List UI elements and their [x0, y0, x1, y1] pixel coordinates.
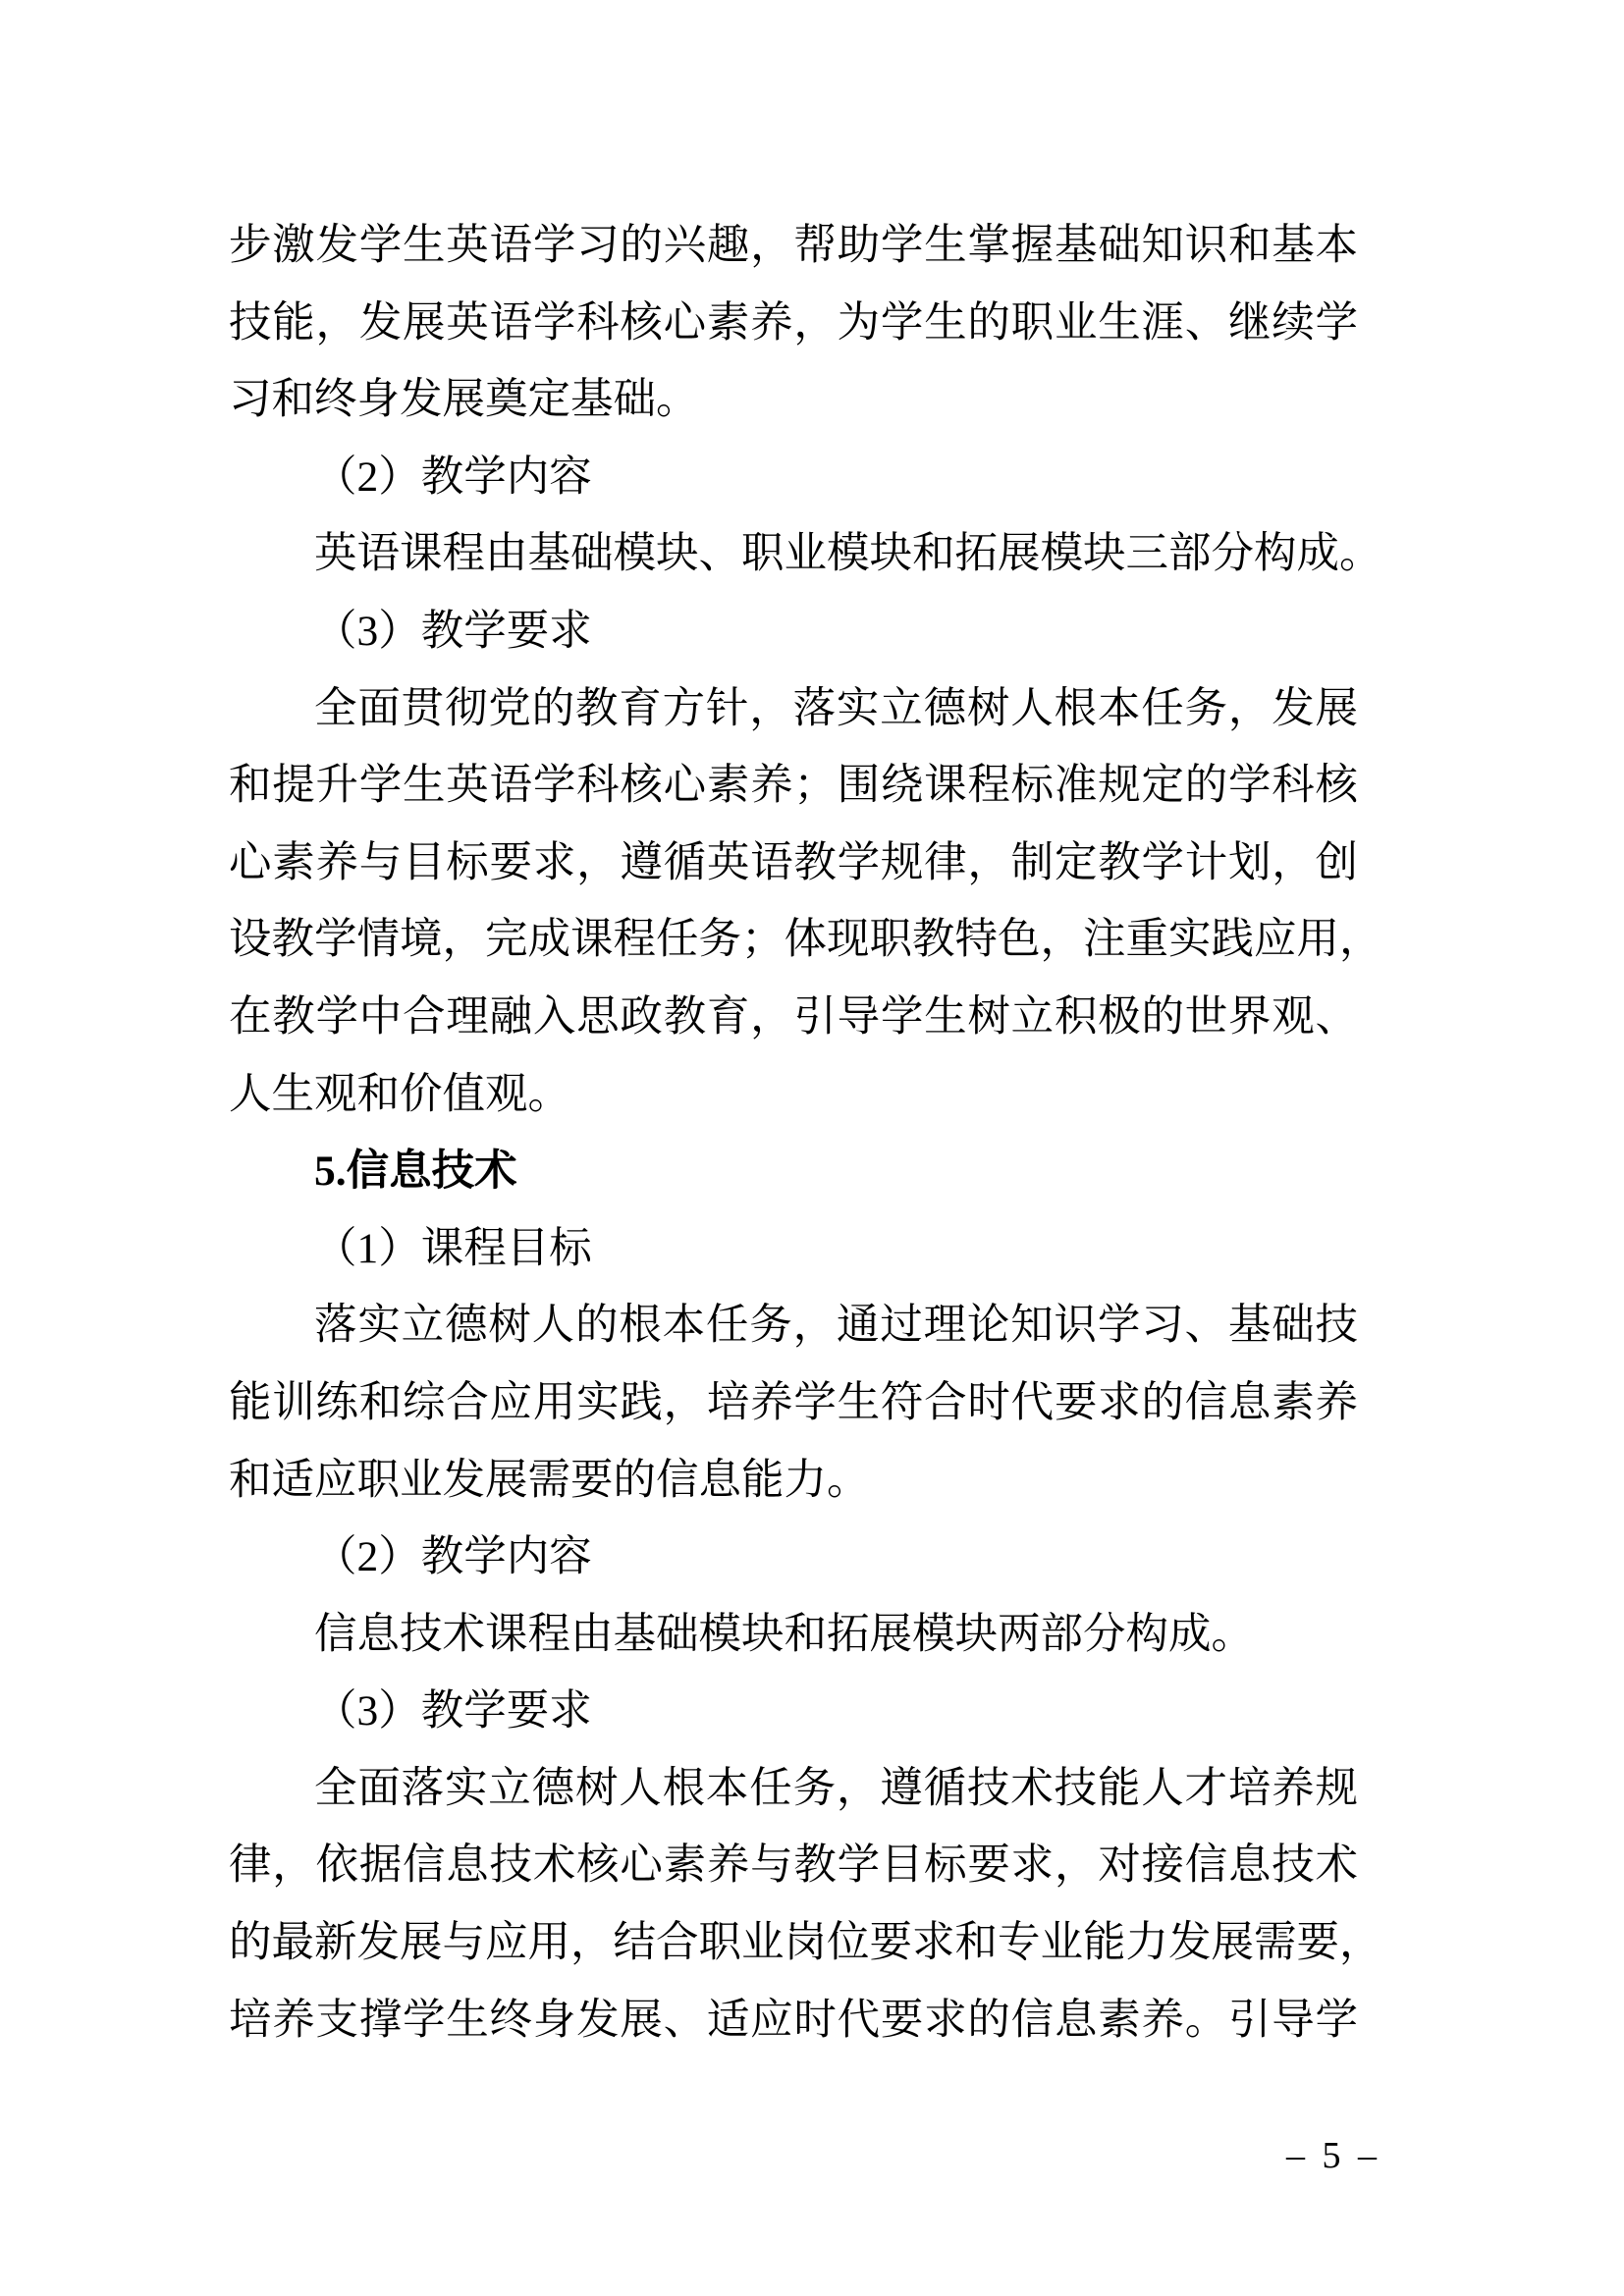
text-line: 设教学情境，完成课程任务；体现职教特色，注重实践应用， [229, 916, 1382, 964]
text-line: （3）教学要求 [314, 1687, 592, 1735]
text-line: （2）教学内容 [314, 1533, 592, 1581]
text-line: 人生观和价值观。 [229, 1070, 570, 1118]
text-line: 全面贯彻党的教育方针，落实立德树人根本任务，发展 [314, 684, 1358, 732]
text-line: 技能，发展英语学科核心素养，为学生的职业生涯、继续学 [229, 298, 1358, 347]
document-body [229, 207, 1382, 2058]
text-line: 落实立德树人的根本任务，通过理论知识学习、基础技 [314, 1302, 1358, 1350]
text-line: 能训练和综合应用实践，培养学生符合时代要求的信息素养 [229, 1378, 1358, 1426]
text-line: （1）课程目标 [314, 1224, 592, 1272]
text-line: 的最新发展与应用，结合职业岗位要求和专业能力发展需要， [229, 1919, 1382, 1967]
text-line: 步激发学生英语学习的兴趣，帮助学生掌握基础知识和基本 [229, 222, 1358, 269]
text-line: 培养支撑学生终身发展、适应时代要求的信息素养。引导学 [229, 1996, 1358, 2044]
text-line: （2）教学内容 [314, 453, 592, 501]
text-line: 全面落实立德树人根本任务，遵循技术技能人才培养规 [314, 1764, 1358, 1812]
text-line: 习和终身发展奠定基础。 [229, 376, 699, 424]
page-number: – 5 – [1286, 2135, 1380, 2176]
text-line: 律，依据信息技术核心素养与教学目标要求，对接信息技术 [229, 1842, 1358, 1890]
text-line: 心素养与目标要求，遵循英语教学规律，制定教学计划，创 [229, 838, 1358, 886]
text-line: 5.信息技术 [314, 1148, 517, 1196]
text-line: （3）教学要求 [314, 607, 592, 655]
text-line: 和提升学生英语学科核心素养；围绕课程标准规定的学科核 [229, 762, 1358, 810]
text-line: 信息技术课程由基础模块和拓展模块两部分构成。 [314, 1610, 1254, 1658]
text-line: 和适应职业发展需要的信息能力。 [229, 1456, 870, 1504]
text-line: 在教学中合理融入思政教育，引导学生树立积极的世界观、 [229, 992, 1358, 1041]
text-line: 英语课程由基础模块、职业模块和拓展模块三部分构成。 [314, 530, 1382, 578]
